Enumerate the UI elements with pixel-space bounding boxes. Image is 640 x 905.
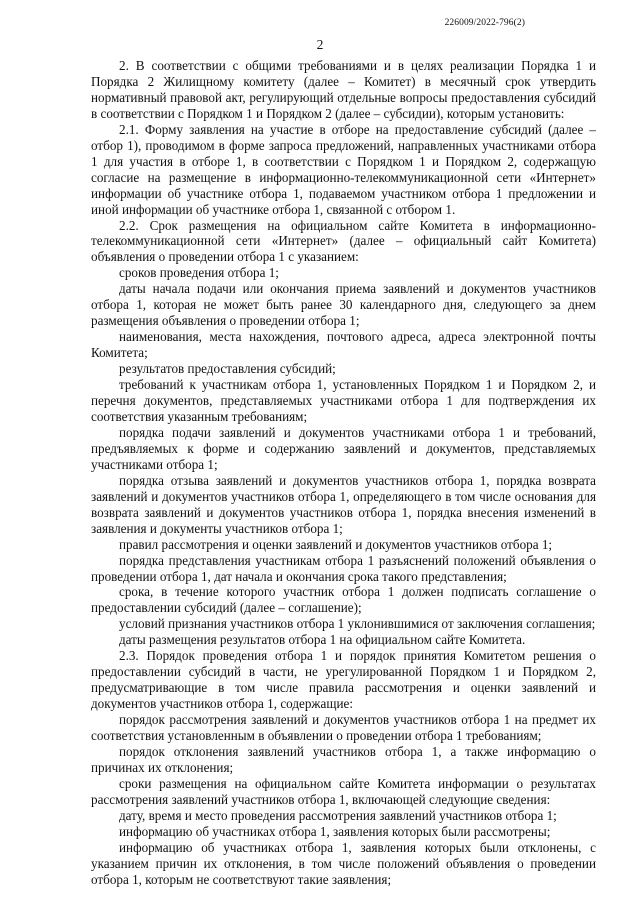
list-item: сроков проведения отбора 1; — [119, 265, 279, 281]
list-item: порядка представления участникам отбора 1 разъяснений положений объявления о проведении отбора 1, дат начала и окончания срока такого представления; — [91, 552, 596, 584]
paragraph-2: 2. В соответствии с общими требованиями и в целях реализации Порядка 1 и Порядка 2 Жилищному комитету (далее – Комитет) в месячный срок утвердить нормативный правовой акт, регулирующий отдельные вопросы предоставления субсидий в соответствии с Порядком 1 и Порядком 2 (далее – субсидии), которым установить: — [91, 58, 596, 121]
list-item: сроки размещения на официальном сайте Комитета информации о результатах рассмотрения заявлений участников отбора 1, включающей следующие сведения: — [91, 775, 596, 807]
list-item: результатов предоставления субсидий; — [119, 361, 336, 377]
list-item: дату, время и место проведения рассмотрения заявлений участников отбора 1; — [119, 807, 557, 823]
paragraph-2-3: 2.3. Порядок проведения отбора 1 и порядок принятия Комитетом решения о предоставлении субсидий в части, не урегулированной Порядком 1 и Порядком 2, предусматривающие в том числе правила рассмотрения и оценки заявлений и документов участников отбора 1, содержащие: — [91, 648, 596, 712]
list-item: условий признания участников отбора 1 уклонившимися от заключения соглашения; — [119, 616, 596, 632]
list-item: срока, в течение которого участник отбора 1 должен подписать соглашение о предоставлении субсидий (далее – соглашение); — [91, 584, 596, 616]
paragraph-2-1: 2.1. Форму заявления на участие в отборе на предоставление субсидий (далее – отбор 1), проводимом в форме запроса предложений, направленных участниками отбора 1 для участия в отборе 1, в соответствии с Порядком 1 и Порядком 2, содержащую согласие на размещение в информационно-телекоммуникационной сети «Интернет» информации об участнике отбора 1, подаваемом участником отбора 1 предложении и иной информации об участнике отбора 1, связанной с отбором 1. — [91, 121, 596, 217]
document-body — [91, 58, 596, 888]
list-item: наименования, места нахождения, почтового адреса, адреса электронной почты Комитета; — [91, 329, 596, 361]
list-item: информацию об участниках отбора 1, заявления которых были отклонены, с указанием причин их отклонения, в том числе положений объявления о проведении отбора 1, которым не соответствуют такие заявления; — [91, 839, 596, 887]
list-item: требований к участникам отбора 1, установленных Порядком 1 и Порядком 2, и перечня документов, представляемых участниками отбора 1 для подтверждения их соответствия указанным требованиям; — [91, 377, 596, 424]
list-item: информацию об участниках отбора 1, заявления которых были рассмотрены; — [119, 823, 551, 839]
list-item: порядка отзыва заявлений и документов участников отбора 1, порядка возврата заявлений и документов участников отбора 1, определяющего в том числе основания для возврата заявлений и документов участников отбора 1, порядка внесения изменений в заявления и документы участников отбора 1; — [91, 472, 596, 536]
list-item: даты размещения результатов отбора 1 на официальном сайте Комитета. — [119, 632, 526, 648]
document-id: 226009/2022-796(2) — [444, 18, 525, 28]
list-item: порядок рассмотрения заявлений и документов участников отбора 1 на предмет их соответствия установленным в объявлении о проведении отбора 1 требованиям; — [91, 712, 596, 744]
list-item: порядка подачи заявлений и документов участниками отбора 1 и требований, предъявляемых к форме и содержанию заявлений и документов, представляемых участниками отбора 1; — [91, 424, 596, 472]
list-item: порядок отклонения заявлений участников отбора 1, а также информацию о причинах их отклонения; — [91, 743, 596, 775]
page-number: 2 — [316, 37, 324, 52]
paragraph-2-2: 2.2. Срок размещения на официальном сайте Комитета в информационно-телекоммуникационной сети «Интернет» (далее – официальный сайт Комитета) объявления о проведении отбора 1 с указанием: — [91, 217, 596, 265]
list-item: даты начала подачи или окончания приема заявлений и документов участников отбора 1, которая не может быть ранее 30 календарного дня, следующего за днем размещения объявления о проведении отбора 1; — [91, 281, 596, 329]
list-item: правил рассмотрения и оценки заявлений и документов участников отбора 1; — [119, 536, 553, 552]
